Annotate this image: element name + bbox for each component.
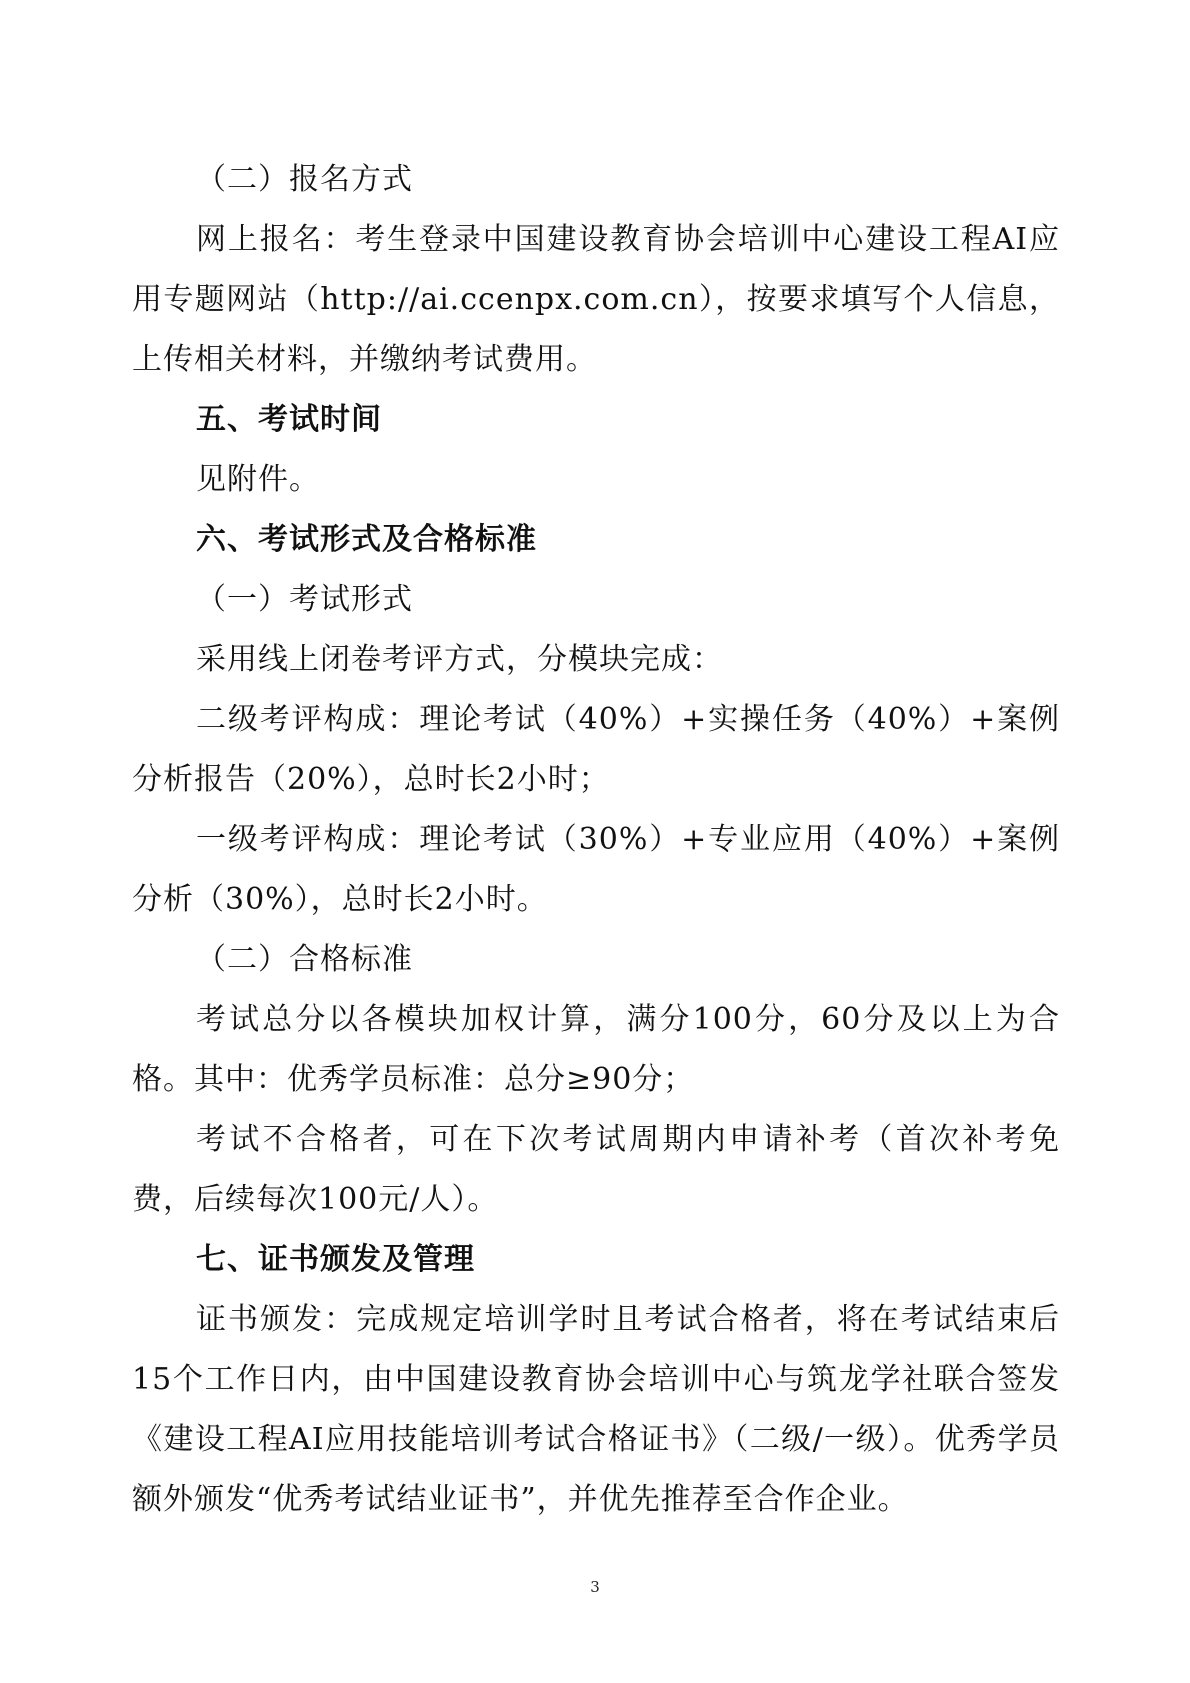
paragraph-scoring: 考试总分以各模块加权计算，满分100分，60分及以上为合格。其中：优秀学员标准：总分≥90分；	[132, 1002, 1060, 1097]
page-number: 3	[590, 1578, 600, 1596]
paragraph-level-one-composition: 一级考评构成：理论考试（30%）+专业应用（40%）+案例分析（30%），总时长2小时。	[132, 822, 1060, 917]
subheading-registration-method: （二）报名方式	[196, 162, 413, 197]
subheading-pass-standard: （二）合格标准	[196, 942, 413, 977]
paragraph-online-registration: 网上报名：考生登录中国建设教育协会培训中心建设工程AI应用专题网站（http://ai.ccenpx.com.cn），按要求填写个人信息，上传相关材料，并缴纳考试费用。	[132, 222, 1060, 377]
paragraph-retake-policy: 考试不合格者，可在下次考试周期内申请补考（首次补考免费，后续每次100元/人）。	[132, 1122, 1060, 1217]
paragraph-level-two-composition: 二级考评构成：理论考试（40%）+实操任务（40%）+案例分析报告（20%），总时长2小时；	[132, 702, 1060, 797]
paragraph-see-attachment: 见附件。	[196, 462, 320, 497]
paragraph-online-closed-book: 采用线上闭卷考评方式，分模块完成：	[196, 642, 723, 677]
heading-exam-time: 五、考试时间	[196, 402, 382, 437]
paragraph-certificate-details: 证书颁发：完成规定培训学时且考试合格者，将在考试结束后15个工作日内，由中国建设教育协会培训中心与筑龙学社联合签发《建设工程AI应用技能培训考试合格证书》（二级/一级）。优秀学员额外颁发“优秀考试结业证书”，并优先推荐至合作企业。	[132, 1302, 1060, 1517]
document-body	[132, 150, 1060, 1530]
heading-certificate-issuance: 七、证书颁发及管理	[196, 1242, 475, 1277]
heading-exam-format-standards: 六、考试形式及合格标准	[196, 522, 537, 557]
subheading-exam-format: （一）考试形式	[196, 582, 413, 617]
